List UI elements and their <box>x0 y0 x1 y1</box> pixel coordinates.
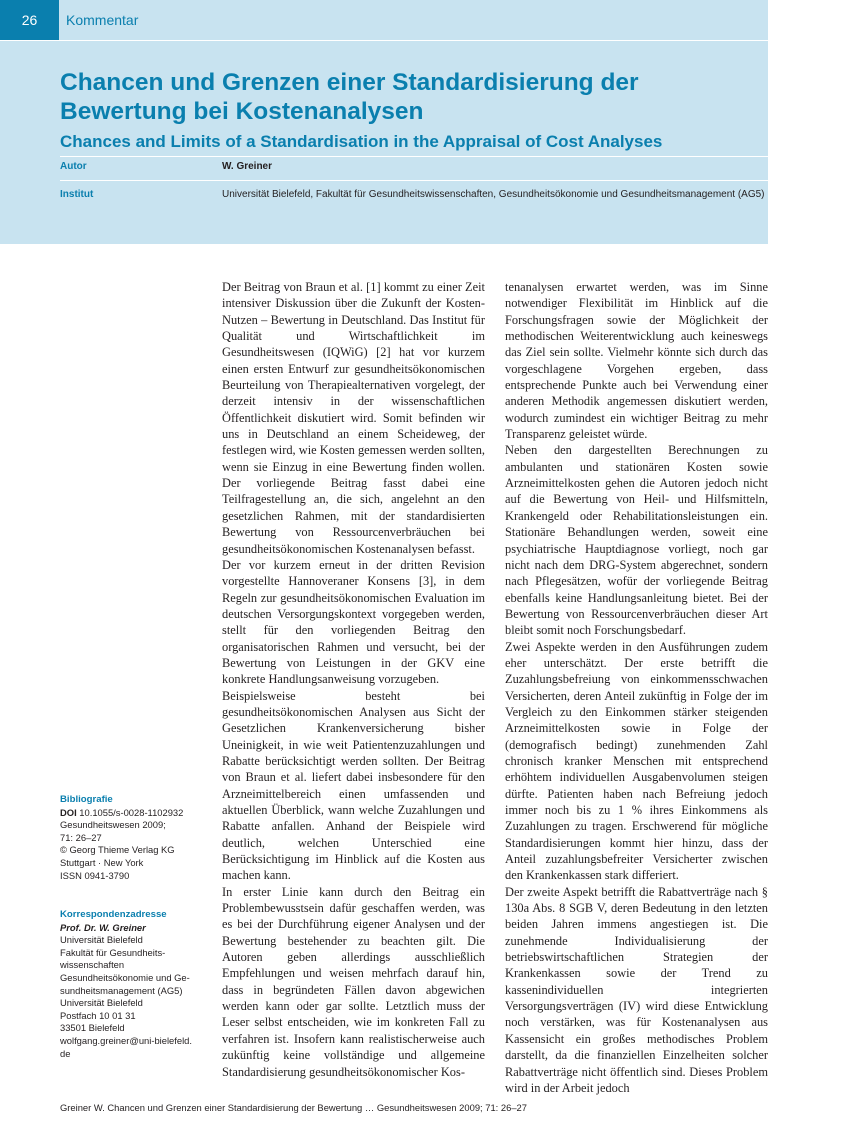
paragraph: Der Beitrag von Braun et al. [1] kommt zu einer Zeit intensiver Diskussion über die Zukunft der Kosten-Nutzen – Bewertung in Deutschland. Das Institut für Qualität und Wirtschaftlichkeit im Gesundheitswesen (IQWiG) [2] hat vor kurzem einen ersten Entwurf zur gesundheitsökonomischen Beurteilung von Therapiealternativen vorgelegt, der derzeit intensiv in der wissenschaftlichen Öffentlichkeit diskutiert wird. Somit befinden wir uns in Deutschland an einem Scheideweg, der festlegen wird, wie Kosten gemessen werden sollten, wenn sie Einzug in eine Bewertung finden wollen. Der vorliegende Beitrag fasst dabei eine Teilfragestellung an, die sich, angelehnt an den gesetzlichen Rahmen, mit der standardisierten Bewertung von Ressourcenverbräuchen bei gesundheitsökonomischen Kostenanalysen befasst. <box>222 280 485 556</box>
address-line: Postfach 10 01 31 <box>60 1009 136 1021</box>
bibliography-heading: Bibliografie <box>60 794 113 805</box>
address-line: Universität Bielefeld <box>60 997 143 1009</box>
article-title-german: Chancen und Grenzen einer Standardisierung der Bewertung bei Kostenanalysen <box>60 69 639 125</box>
address-line: sundheitsmanagement (AG5) <box>60 984 183 996</box>
journal-line: Gesundheitswesen 2009; <box>60 819 166 831</box>
paragraph: Neben den dargestellten Berechnungen zu ambulanten und stationären Kosten sowie Arzneimittelkosten gehen die Autoren jedoch nicht auf die Bewertung von Heil- und Hilfsmitteln, Krankengeld oder Rehabilitationsleistungen ein. Stationäre Behandlungen werden, soweit eine psychiatrische Hauptdiagnose vorliegt, noch gar nicht nach dem DRG-System abgerechnet, sondern nach Pflegesätzen, wofür der vorliegende Beitrag ebenfalls keine Handlungsanleitung bietet. Bei der Bewertung von Ressourcenverbräuchen dieser Art bleibt somit noch Forschungsbedarf. <box>505 443 768 638</box>
top-bar <box>0 0 768 41</box>
title-divider <box>60 156 768 157</box>
correspondence-name: Prof. Dr. W. Greiner <box>60 921 146 933</box>
paragraph: Der zweite Aspekt betrifft die Rabattverträge nach § 130a Abs. 8 SGB V, deren Bedeutung in den letzten beiden Jahren immens angestiegen ist. Die zunehmende Individualisierung der betriebswirtschaftlichen Strategien der Krankenkassen sowie der Trend zu kassenindividuellen integrierten Versorgungsverträgen (IV) wird diese Entwicklung noch verstärken, was für Kostenanalysen aus Kassensicht ein großes methodisches Problem darstellt, da die finanziellen Einzelheiten solcher Rabattverträge nicht öffentlich sind. Dieses Problem wird in der Arbeit jedoch <box>505 884 768 1095</box>
paragraph: Beispielsweise besteht bei gesundheitsökonomischen Analysen aus Sicht der Gesetzlichen Krankenversicherung bisher Uneinigkeit, in wie weit Patientenzuzahlungen und Rabatte berücksichtigt werden sollten. Der Beitrag von Braun et al. liefert dabei insbesondere für den Arzneimittelbereich einen umfassenden und aktuellen Überblick, wann welche Zuzahlungen und Rabatte anfallen. Anhand der Beispiele wird deutlich, welchen Unterschied eine Berücksichtigung im Hinblick auf die Kosten aus machen kann. <box>222 688 485 883</box>
email-link-continued[interactable]: de <box>60 1047 71 1059</box>
address-line: 33501 Bielefeld <box>60 1022 125 1034</box>
paragraph: Der vor kurzem erneut in der dritten Revision vorgestellte Hannoveraner Konsens [3], in dem Regeln zur gesundheitsökonomischen Evaluation im deutschen Versorgungskontext vorgegeben werden, stellt für den vorliegenden Beitrag den organisatorischen Rahmen und versucht, bei der Bewertung von Leistungen in der GKV eine konkrete Handlungsanweisung vorzugeben. <box>222 557 485 687</box>
doi-value[interactable]: 10.1055/s-0028-1102932 <box>79 806 184 818</box>
body-column-left <box>222 279 485 1080</box>
footer-citation: Greiner W. Chancen und Grenzen einer Standardisierung der Bewertung … Gesundheitswesen 2009; 71: 26–27 <box>60 1102 527 1113</box>
volume-line: 71: 26–27 <box>60 831 102 843</box>
meta-divider <box>60 180 768 181</box>
section-label: Kommentar <box>66 12 139 28</box>
copyright-line: © Georg Thieme Verlag KG <box>60 844 175 856</box>
doi-label: DOI <box>60 806 77 818</box>
bibliography-block <box>60 794 210 882</box>
doi-line <box>60 807 210 820</box>
author-name: W. Greiner <box>222 161 273 172</box>
address-line: wissenschaften <box>60 959 125 971</box>
page-number: 26 <box>0 0 59 40</box>
address-line: Fakultät für Gesundheits- <box>60 946 166 958</box>
issn-line: ISSN 0941-3790 <box>60 869 130 881</box>
correspondence-heading: Korrespondenzadresse <box>60 909 167 920</box>
paragraph: tenanalysen erwartet werden, was im Sinne notwendiger Flexibilität im Hinblick auf die Forschungsfragen sowie der Möglichkeit der methodischen Weiterentwicklung auch keineswegs das Ziel sein sollte. Vielmehr könnte sich durch das vorgeschlagene Vorgehen ergeben, dass entsprechende Punkte auch bei Verwendung einer anderen Methodik angemessen diskutiert werden, wodurch zumindest ein wichtiger Beitrag zu mehr Transparenz geleistet würde. <box>505 280 768 442</box>
body-column-right <box>505 279 768 1096</box>
address-line: Universität Bielefeld <box>60 934 143 946</box>
author-label: Autor <box>60 161 87 172</box>
correspondence-block <box>60 909 210 1060</box>
paragraph: In erster Linie kann durch den Beitrag ein Problembewusstsein dafür geschaffen werden, was es bei der Durchführung eigener Analysen und der Bewertung bestehender zu beachten gilt. Die Autoren geben allerdings ausschließlich Empfehlungen und weisen mehrfach darauf hin, dass in begründeten Fällen davon abgewichen werden kann oder gar sollte. Letztlich muss der Leser selbst entscheiden, wie im konkreten Fall zu verfahren ist. Insofern kann realistischerweise auch zukünftig keine vollständige und allgemeine Standardisierung gesundheitsökonomischer Kos- <box>222 884 485 1079</box>
place-line: Stuttgart · New York <box>60 856 144 868</box>
address-line: Gesundheitsökonomie und Ge- <box>60 971 190 983</box>
paragraph: Zwei Aspekte werden in den Ausführungen zudem eher unterschätzt. Der erste betrifft die Zuzahlungsbefreiung von einkommensschwachen Versicherten, deren Anteil zukünftig in Folge der im Vergleich zu den Einkommen stärker steigenden Arzneimittelkosten sowie in Folge der (demografisch bedingt) zunehmenden Zahl chronisch kranker Menschen mit entsprechend erhöhtem individuellen Ausgabenvolumen steigen dürfte. Patienten haben nach Befreiung jedoch immer noch bis zu 1 % ihres Einkommens als Zuzahlungen zu tragen. Erschwerend für mögliche Standardisierungen kommt hier hinzu, dass der Anteil zuzahlungsbefreiter Versicherter zwischen den Krankenkassen stark differiert. <box>505 639 768 883</box>
institute-name: Universität Bielefeld, Fakultät für Gesundheitswissenschaften, Gesundheitsökonomie und Gesundheitsmanagement (AG5) <box>222 189 765 200</box>
institute-label: Institut <box>60 189 94 200</box>
email-link[interactable]: wolfgang.greiner@uni-bielefeld. <box>60 1034 192 1046</box>
article-title-english: Chances and Limits of a Standardisation in the Appraisal of Cost Analyses <box>60 132 663 151</box>
